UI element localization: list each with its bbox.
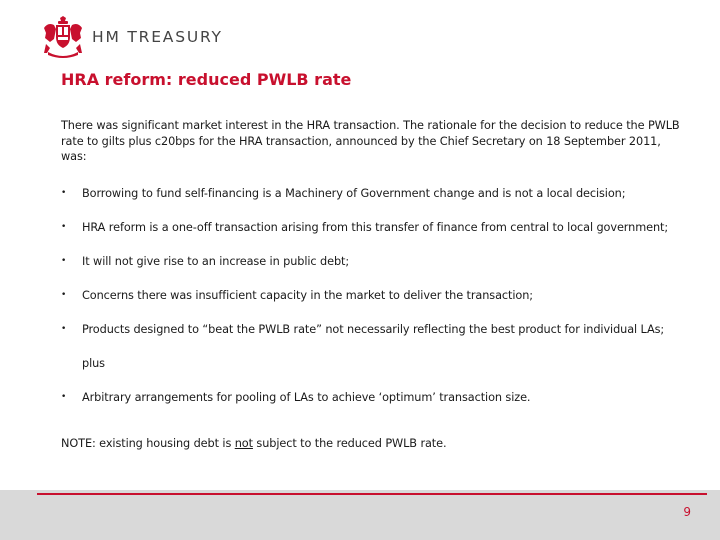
bullet-icon: • [61,290,67,300]
brand-name: HM TREASURY [92,28,223,46]
bullet-icon: • [61,256,67,266]
note-text-after: subject to the reduced PWLB rate. [252,437,447,450]
list-item-text: It will not give rise to an increase in public debt; [82,255,350,268]
list-item-text: Concerns there was insufficient capacity in the market to deliver the transaction; [82,289,533,302]
list-item [61,288,711,322]
intro-paragraph: There was significant market interest in the HRA transaction. The rationale for the decision to reduce the PWLB rate to gilts plus c20bps for the HRA transaction, announced by the Chief Secretary on 18 September 2011, was: [61,119,680,163]
rationale-list [61,186,711,424]
list-item [61,186,711,220]
footer-bar [0,490,720,540]
hm-treasury-logo [40,16,223,58]
bullet-icon: • [61,392,67,402]
royal-coat-of-arms-icon [40,16,86,58]
note-emphasis: not [234,437,253,450]
list-item-text: HRA reform is a one-off transaction arising from this transfer of finance from central to local government; [82,221,669,234]
slide-title: HRA reform: reduced PWLB rate [61,70,352,89]
list-item-text: plus [82,357,105,370]
list-item [61,220,711,254]
list-item-text: Products designed to “beat the PWLB rate” not necessarily reflecting the best product for individual LAs; [82,323,665,336]
list-item [61,390,711,424]
list-item [61,254,711,288]
bullet-icon: • [61,324,67,334]
note-text-before: NOTE: existing housing debt is [61,437,235,450]
bullet-icon: • [61,222,67,232]
note-paragraph [61,437,446,450]
list-item [61,322,711,356]
list-item-text: Borrowing to fund self-financing is a Machinery of Government change and is not a local decision; [82,187,626,200]
list-item-text: Arbitrary arrangements for pooling of LAs to achieve ‘optimum’ transaction size. [82,391,531,404]
list-continuation [61,356,711,390]
bullet-icon: • [61,188,67,198]
page-number: 9 [683,505,691,519]
footer-divider [37,493,707,495]
